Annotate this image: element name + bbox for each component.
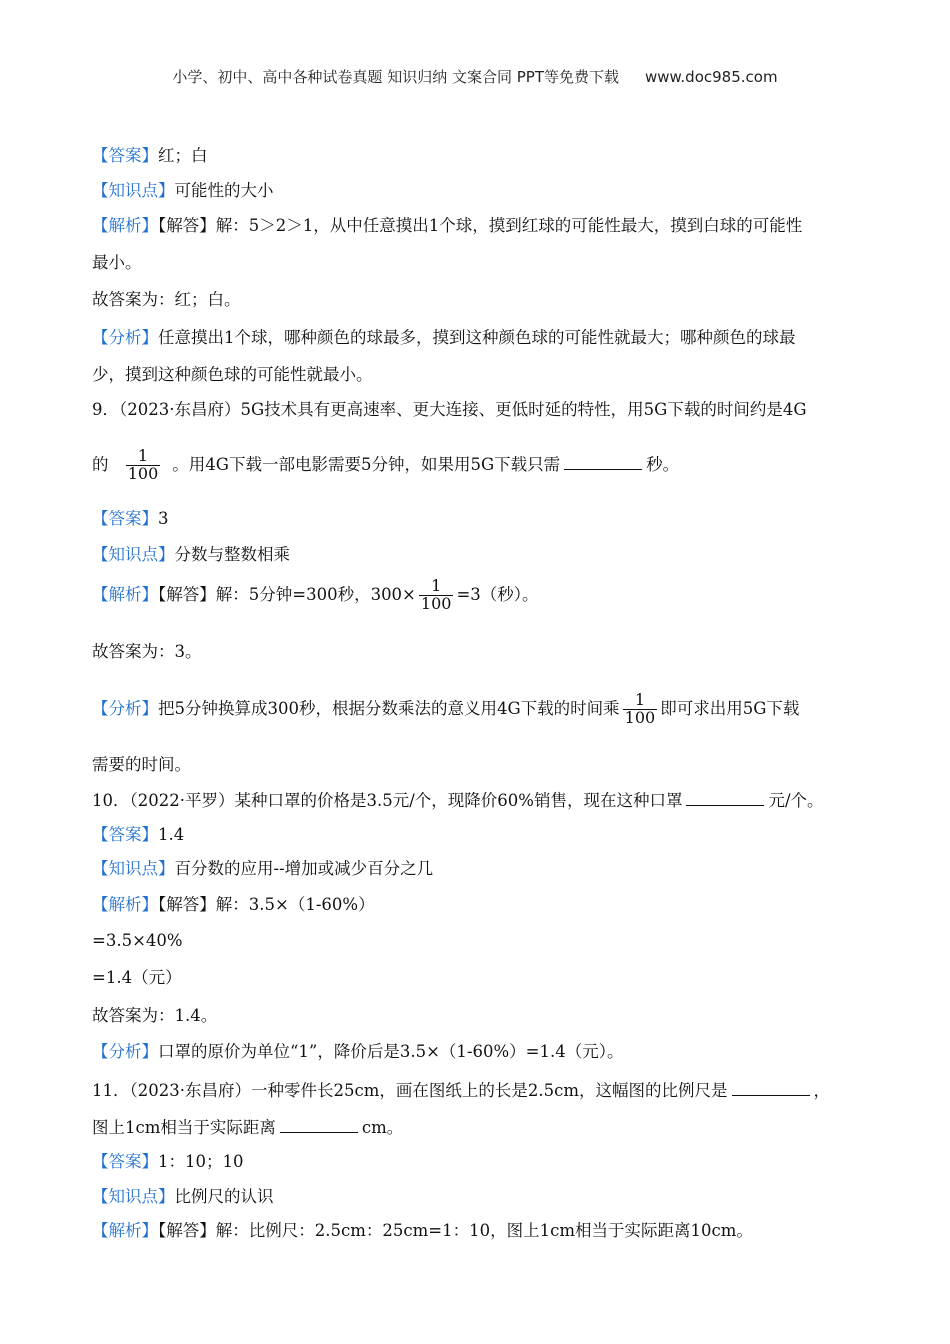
fraction-numerator: 1 — [634, 690, 646, 709]
q10-knowledge-line — [92, 859, 433, 879]
q10-analysis-step-2: =3.5×40% — [92, 931, 183, 950]
q9-conclusion: 故答案为：3。 — [92, 642, 202, 661]
q8-analysis-text: 【解答】解：5＞2＞1，从中任意摸出1个球，摸到红球的可能性最大，摸到白球的可能性 — [158, 216, 803, 235]
q9-stem-line-1: 9．（2023·东昌府）5G技术具有更高速率、更大连接、更低时延的特性，用5G下载的时间约是4G — [92, 400, 807, 419]
fraction-numerator: 1 — [431, 576, 442, 595]
q10-stem — [92, 789, 824, 811]
q9-answer-blank[interactable] — [564, 453, 642, 470]
reasoning-tag: 【分析】 — [92, 698, 158, 718]
q10-answer-line — [92, 825, 184, 845]
knowledge-tag: 【知识点】 — [92, 545, 175, 564]
q9-reasoning-line-2: 需要的时间。 — [92, 755, 191, 774]
q10-reasoning: 口罩的原价为单位“1”，降价后是3.5×（1-60%）=1.4（元）。 — [158, 1042, 624, 1061]
fraction-denominator: 100 — [127, 463, 159, 483]
q9-stem-post: 。用4G下载一部电影需要5分钟，如果用5G下载只需 — [172, 454, 561, 474]
answer-tag: 【答案】 — [92, 825, 158, 844]
q10-answer-blank[interactable] — [686, 789, 764, 806]
reasoning-tag: 【分析】 — [92, 1042, 158, 1061]
page-header — [0, 66, 950, 87]
q10-stem-pre: 10．（2022·平罗）某种口罩的价格是3.5元/个，现降价60%销售，现在这种口罩 — [92, 791, 683, 810]
q11-stem-line-2 — [92, 1116, 403, 1138]
fraction-denominator: 100 — [420, 593, 452, 613]
reasoning-tag: 【分析】 — [92, 328, 158, 347]
knowledge-tag: 【知识点】 — [92, 859, 175, 878]
q9-analysis-post: =3（秒）。 — [456, 584, 539, 604]
q8-reasoning-line-2: 少，摸到这种颜色球的可能性就最小。 — [92, 365, 373, 384]
q8-knowledge: 可能性的大小 — [174, 181, 274, 200]
q9-answer: 3 — [158, 509, 169, 528]
header-site: www.doc985.com — [644, 68, 778, 86]
q9-answer-line — [92, 509, 169, 529]
q9-stem-line-2 — [92, 448, 679, 483]
q8-answer-line — [92, 146, 208, 166]
q9-reasoning-post: 即可求出用5G下载 — [660, 698, 800, 718]
q11-stem-line-1 — [92, 1079, 830, 1101]
q11-analysis-line — [92, 1221, 753, 1241]
q9-analysis-fraction — [419, 578, 454, 613]
q9-stem-pre: 的 — [92, 454, 109, 474]
answer-tag: 【答案】 — [92, 1152, 158, 1171]
q11-knowledge: 比例尺的认识 — [174, 1187, 274, 1206]
q10-stem-post: 元/个。 — [768, 791, 824, 810]
knowledge-tag: 【知识点】 — [92, 181, 175, 200]
header-text: 小学、初中、高中各种试卷真题 知识归纳 文案合同 PPT等免费下载 — [172, 68, 619, 86]
knowledge-tag: 【知识点】 — [92, 1187, 175, 1206]
q8-conclusion: 故答案为：红；白。 — [92, 290, 241, 309]
analysis-tag: 【解析】 — [92, 584, 158, 604]
q10-conclusion: 故答案为：1.4。 — [92, 1006, 218, 1025]
q11-stem-l2-pre: 图上1cm相当于实际距离 — [92, 1118, 276, 1137]
q11-stem-pre: 11．（2023·东昌府）一种零件长25cm，画在图纸上的长是2.5cm，这幅图的比例尺是 — [92, 1081, 728, 1100]
fraction-numerator: 1 — [137, 446, 149, 465]
q9-reasoning-line — [92, 692, 799, 727]
q11-analysis-text: 【解答】解：比例尺：2.5cm：25cm=1：10，图上1cm相当于实际距离10cm。 — [158, 1221, 753, 1240]
answer-tag: 【答案】 — [92, 146, 158, 165]
analysis-tag: 【解析】 — [92, 1221, 158, 1240]
q9-analysis-pre: 【解答】解：5分钟=300秒，300× — [158, 584, 416, 604]
q9-reasoning-pre: 把5分钟换算成300秒，根据分数乘法的意义用4G下载的时间乘 — [158, 698, 620, 718]
q10-analysis-step-3: =1.4（元） — [92, 968, 182, 987]
q9-fraction — [126, 448, 161, 483]
q8-answer: 红；白 — [158, 146, 208, 165]
q8-reasoning-text: 任意摸出1个球，哪种颜色的球最多，摸到这种颜色球的可能性就最大；哪种颜色的球最 — [158, 328, 796, 347]
q11-answer-blank-2[interactable] — [280, 1116, 358, 1133]
q9-knowledge-line — [92, 545, 290, 565]
fraction-denominator: 100 — [624, 707, 656, 727]
q9-analysis-line — [92, 578, 539, 613]
q10-analysis-line — [92, 895, 375, 915]
q11-answer: 1：10；10 — [158, 1152, 244, 1171]
q8-analysis-line-2: 最小。 — [92, 253, 142, 272]
q10-reasoning-line — [92, 1042, 624, 1062]
q11-stem-post: ， — [813, 1081, 830, 1100]
q11-stem-l2-post: cm。 — [361, 1118, 404, 1137]
answer-tag: 【答案】 — [92, 509, 158, 528]
q10-answer: 1.4 — [158, 825, 185, 844]
q9-stem-end: 秒。 — [646, 454, 680, 474]
q8-knowledge-line — [92, 181, 274, 201]
q11-answer-line — [92, 1152, 244, 1172]
q8-reasoning-line — [92, 328, 796, 348]
q11-answer-blank-1[interactable] — [732, 1079, 810, 1096]
q8-analysis-line — [92, 216, 802, 236]
q9-knowledge: 分数与整数相乘 — [174, 545, 290, 564]
analysis-tag: 【解析】 — [92, 895, 158, 914]
q10-knowledge: 百分数的应用--增加或减少百分之几 — [174, 859, 434, 878]
analysis-tag: 【解析】 — [92, 216, 158, 235]
q11-knowledge-line — [92, 1187, 274, 1207]
q9-reasoning-fraction — [623, 692, 658, 727]
q10-analysis-text: 【解答】解：3.5×（1-60%） — [158, 895, 375, 914]
